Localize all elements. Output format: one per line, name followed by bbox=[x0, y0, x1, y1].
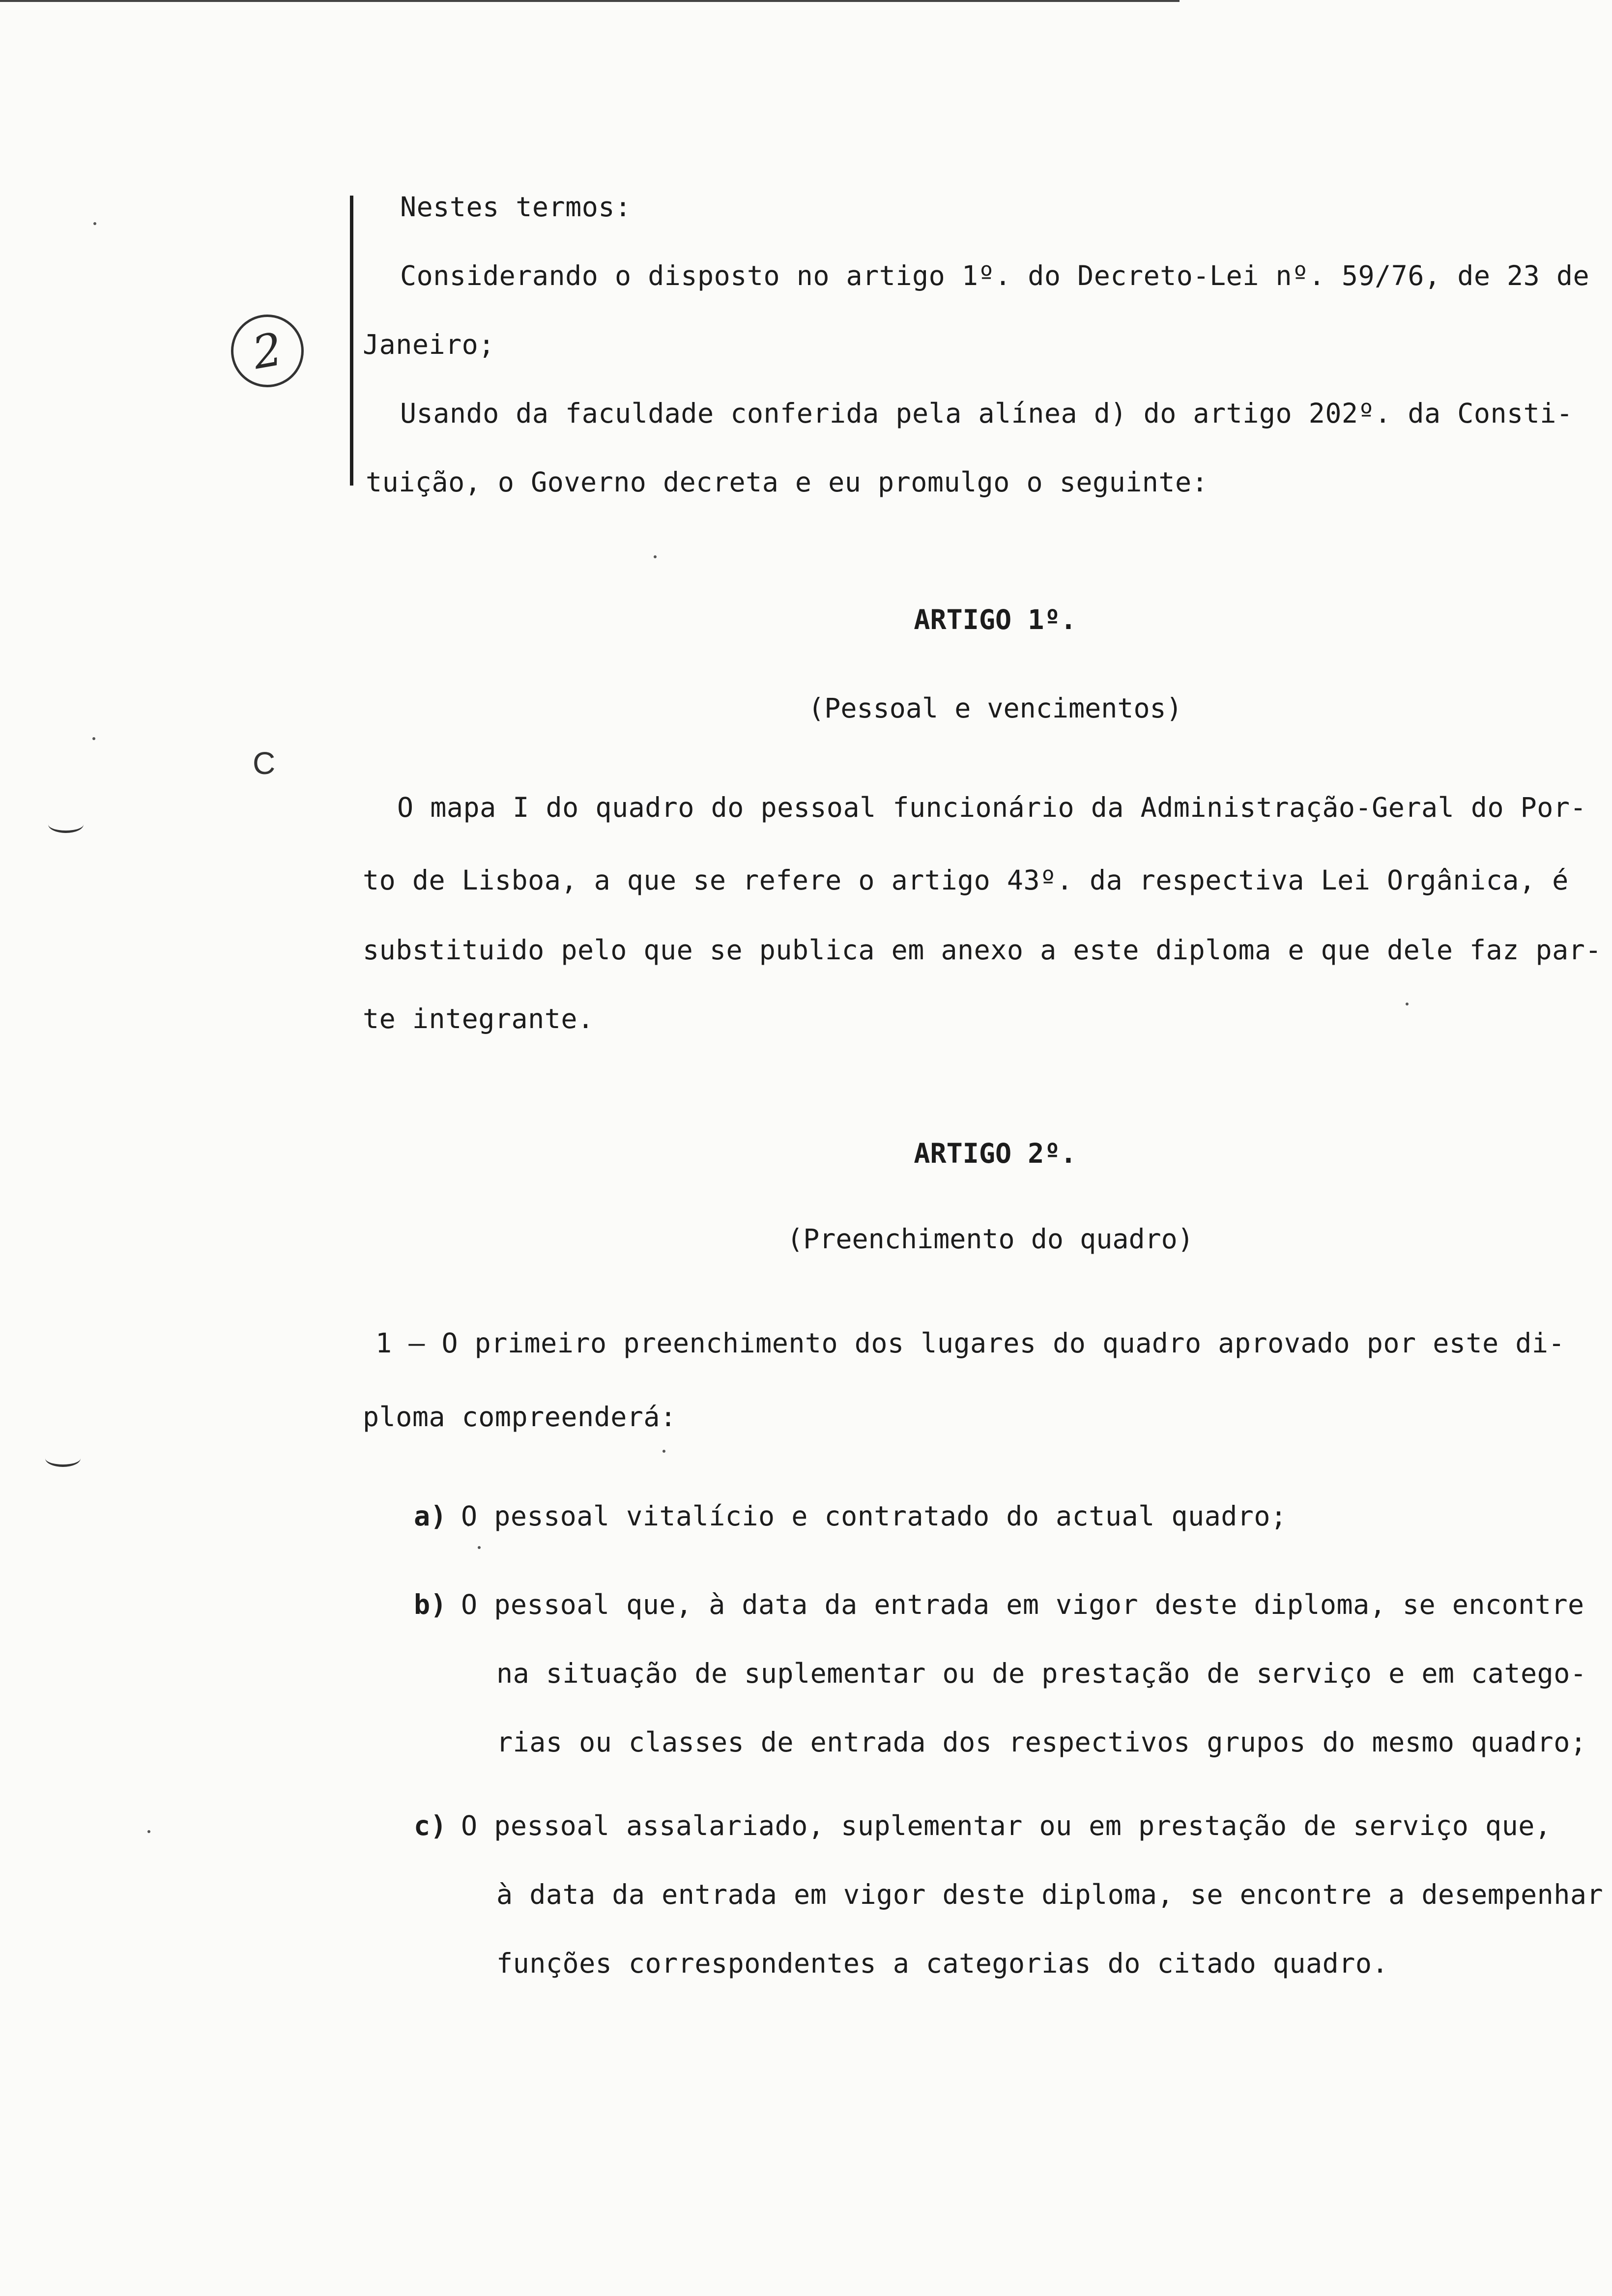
margin-tick-mark bbox=[45, 1450, 81, 1467]
preamble-line: Usando da faculdade conferida pela alínea d) do artigo 202º. da Consti- bbox=[400, 398, 1573, 429]
item-line: O pessoal que, à data da entrada em vigor deste diploma, se encontre bbox=[461, 1589, 1584, 1620]
item-marker: a) bbox=[414, 1500, 447, 1532]
margin-tick-mark bbox=[48, 816, 84, 833]
handwritten-page-number bbox=[225, 309, 309, 393]
speck bbox=[92, 737, 95, 740]
preamble-line: Nestes termos: bbox=[400, 191, 632, 223]
item-line: rias ou classes de entrada dos respectivos grupos do mesmo quadro; bbox=[496, 1726, 1587, 1758]
article-1-line: te integrante. bbox=[363, 1003, 594, 1034]
article-2-intro-line: 1 — O primeiro preenchimento dos lugares do quadro aprovado por este di- bbox=[375, 1327, 1565, 1359]
article-1-line: O mapa I do quadro do pessoal funcionário da Administração-Geral do Por- bbox=[397, 792, 1587, 823]
item-marker: b) bbox=[414, 1589, 447, 1620]
article-2-intro-line: ploma compreenderá: bbox=[363, 1401, 677, 1433]
article-1-subtitle: (Pessoal e vencimentos) bbox=[808, 692, 1182, 724]
item-line: na situação de suplementar ou de prestação de serviço e em catego- bbox=[496, 1658, 1587, 1689]
margin-bar bbox=[350, 196, 353, 486]
preamble-line: tuição, o Governo decreta e eu promulgo o seguinte: bbox=[366, 466, 1209, 498]
top-border-line bbox=[0, 0, 1180, 2]
preamble-line: Considerando o disposto no artigo 1º. do Decreto-Lei nº. 59/76, de 23 de bbox=[400, 260, 1590, 291]
speck bbox=[662, 1450, 665, 1453]
item-line: O pessoal assalariado, suplementar ou em prestação de serviço que, bbox=[461, 1810, 1552, 1841]
speck bbox=[1406, 1003, 1409, 1005]
item-line: funções correspondentes a categorias do citado quadro. bbox=[496, 1948, 1389, 1979]
speck bbox=[478, 1546, 481, 1549]
margin-letter: C bbox=[253, 746, 276, 781]
article-1-line: to de Lisboa, a que se refere o artigo 43º. da respectiva Lei Orgânica, é bbox=[363, 864, 1569, 896]
article-1-line: substituido pelo que se publica em anexo a este diploma e que dele faz par- bbox=[363, 934, 1602, 966]
article-2-heading: ARTIGO 2º. bbox=[914, 1138, 1077, 1169]
speck bbox=[654, 555, 657, 558]
speck bbox=[147, 1830, 150, 1833]
item-line: à data da entrada em vigor deste diploma, se encontre a desempenhar bbox=[496, 1879, 1604, 1910]
item-marker: c) bbox=[414, 1810, 447, 1841]
page-number-text: 2 bbox=[248, 322, 287, 379]
article-2-subtitle: (Preenchimento do quadro) bbox=[787, 1223, 1194, 1255]
article-1-heading: ARTIGO 1º. bbox=[914, 604, 1077, 635]
preamble-line: Janeiro; bbox=[363, 329, 495, 360]
item-line: O pessoal vitalício e contratado do actual quadro; bbox=[461, 1500, 1287, 1532]
speck bbox=[93, 222, 96, 225]
